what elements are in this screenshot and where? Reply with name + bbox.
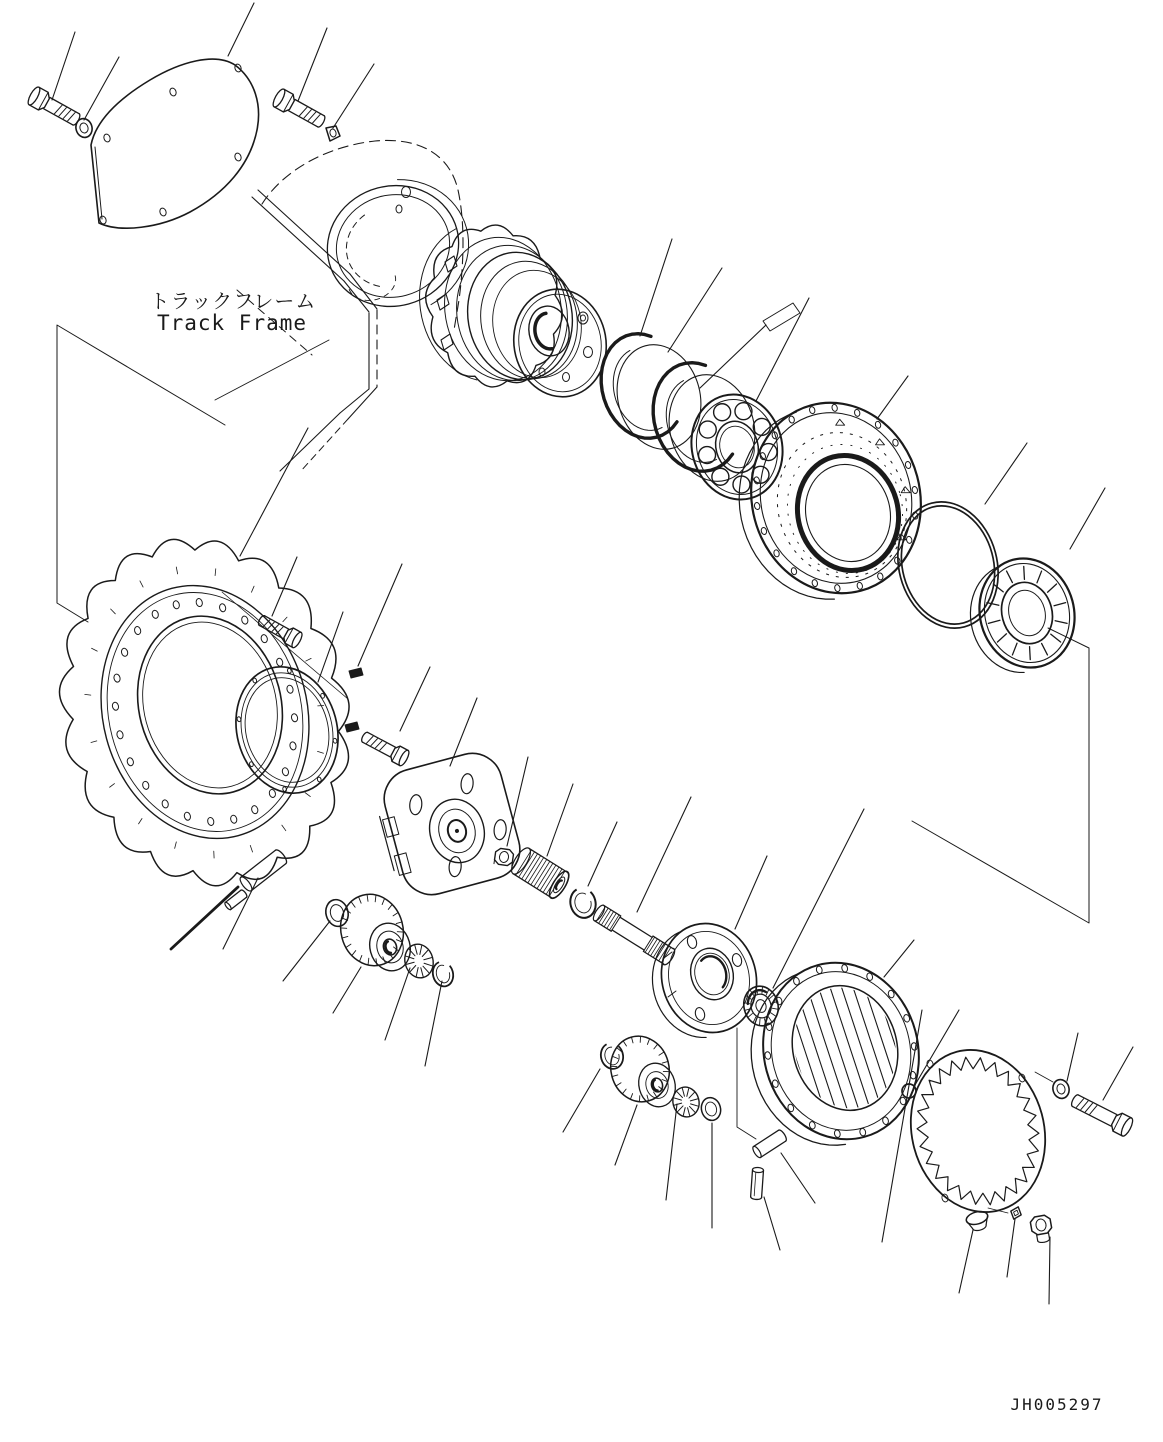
final-drive-cover-plate xyxy=(91,59,259,228)
leader-line xyxy=(272,557,297,616)
thrust-washer-2 xyxy=(699,1095,723,1122)
leader-line xyxy=(1070,488,1105,549)
label-pointer-line xyxy=(215,340,329,400)
leader-line xyxy=(735,856,767,929)
leader-line xyxy=(400,667,430,731)
washer-rear-bolt xyxy=(1051,1078,1071,1100)
leader-line xyxy=(223,878,258,949)
leader-line xyxy=(915,1010,959,1085)
drain-plug-1 xyxy=(965,1209,991,1233)
group-bracket xyxy=(912,628,1089,923)
key-small-2 xyxy=(345,722,359,732)
sprocket xyxy=(59,539,349,885)
planetary-carrier-2 xyxy=(649,913,768,1044)
leader-line xyxy=(507,757,528,846)
leader-line xyxy=(333,967,361,1013)
leader-line xyxy=(1049,1237,1050,1304)
leader-line xyxy=(1103,1047,1133,1100)
leader-line xyxy=(228,3,254,56)
leader-line xyxy=(700,325,766,388)
axis-line xyxy=(737,1028,756,1139)
planet-gear-1 xyxy=(333,887,416,975)
washer-plug xyxy=(1009,1205,1024,1221)
leader-line xyxy=(959,1230,973,1293)
leader-line xyxy=(563,1069,600,1132)
track-frame-label-en: Track Frame xyxy=(156,311,308,335)
leader-line xyxy=(588,822,617,886)
leader-line xyxy=(425,981,442,1066)
leader-line xyxy=(298,28,327,101)
carrier-pin-1 xyxy=(238,848,288,893)
group-bracket xyxy=(57,325,225,622)
bolt-rear xyxy=(1068,1091,1134,1138)
nut-small xyxy=(494,848,514,866)
leader-line xyxy=(615,1105,637,1165)
leader-line xyxy=(385,968,410,1040)
leader-line xyxy=(450,698,477,766)
leader-line xyxy=(318,612,343,682)
leader-line xyxy=(640,239,672,336)
leader-line xyxy=(764,1197,780,1250)
o-ring-large xyxy=(884,490,1012,639)
leader-line xyxy=(668,268,722,352)
leader-line xyxy=(333,64,374,128)
leader-line xyxy=(637,797,691,912)
leader-line xyxy=(985,443,1027,504)
sun-gear-1 xyxy=(508,845,573,901)
ball-bearing-front xyxy=(680,384,794,510)
leader-line xyxy=(756,298,809,401)
leader-line xyxy=(773,809,864,988)
bolt-sprocket xyxy=(256,612,304,649)
group-brackets xyxy=(57,325,1089,923)
leader-line xyxy=(884,940,914,977)
sun-gear-2 xyxy=(739,982,782,1029)
planet-gear-2 xyxy=(603,1030,680,1111)
leader-line xyxy=(283,921,330,981)
leader-lines xyxy=(52,3,1133,1304)
leader-line xyxy=(781,1153,815,1203)
key-small-1 xyxy=(349,668,363,678)
axis-line xyxy=(1035,1072,1053,1082)
leader-line xyxy=(666,1104,677,1200)
leader-line xyxy=(84,57,119,120)
leader-line xyxy=(52,32,75,100)
leader-line xyxy=(1007,1219,1015,1277)
drawing-number: JH005297 xyxy=(1010,1395,1104,1414)
leader-line xyxy=(240,428,308,556)
leader-line xyxy=(358,564,402,666)
parts xyxy=(26,59,1135,1244)
spring-pin-2 xyxy=(750,1167,763,1200)
leader-line xyxy=(547,784,573,856)
needle-bearing-1 xyxy=(401,941,437,981)
snap-ring-1 xyxy=(430,959,456,988)
leader-line xyxy=(1067,1033,1078,1081)
bolt-carrier xyxy=(359,728,411,767)
track-frame-label-jp: トラックフレーム xyxy=(149,289,317,313)
planetary-carrier-1 xyxy=(370,747,527,904)
needle-bearing-2 xyxy=(670,1084,703,1120)
spring-pin-1 xyxy=(224,889,248,911)
axis-line xyxy=(222,592,348,699)
bolt-cover-2 xyxy=(271,87,328,131)
leader-line xyxy=(877,376,908,419)
